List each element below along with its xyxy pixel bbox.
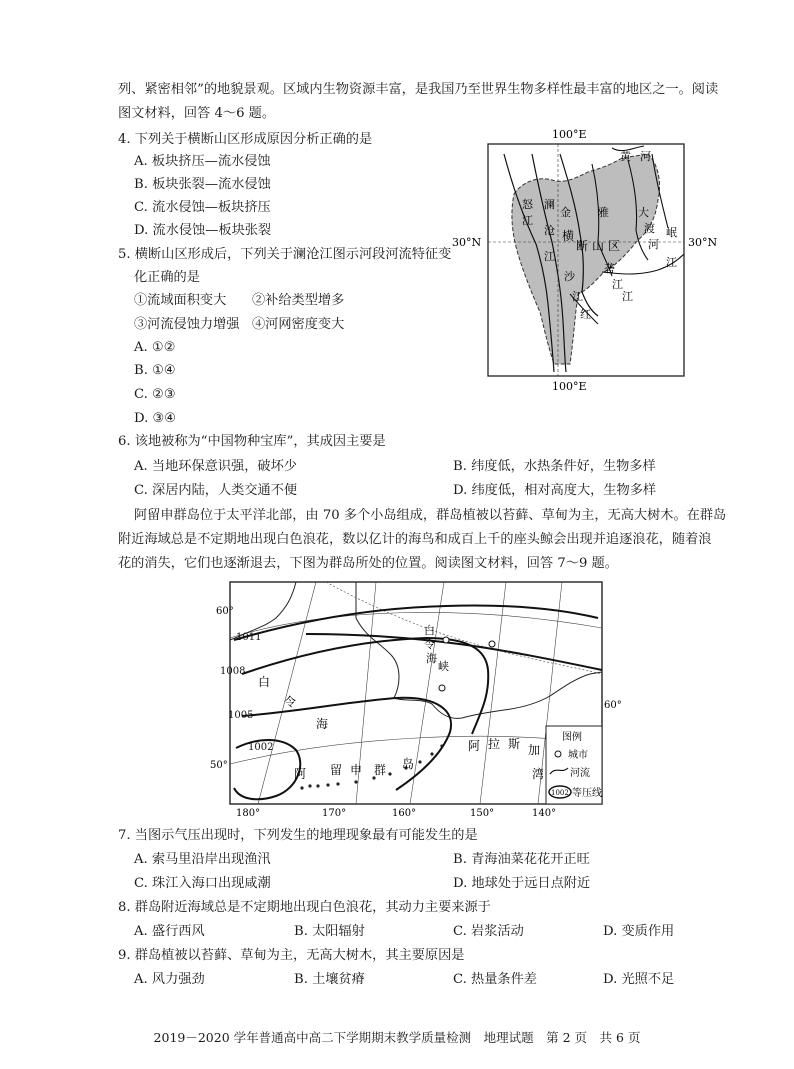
map1-label-duan: 断: [576, 239, 589, 253]
map2-label-wan: 湾: [532, 767, 545, 781]
map1-label-jiang3: 江: [612, 278, 623, 291]
q8-option-a[interactable]: A. 盛行西风: [134, 924, 205, 939]
map2-label-la: 拉: [488, 737, 501, 751]
map1-label-he2: 河: [640, 150, 651, 163]
map2-label-bai: 白: [258, 675, 271, 689]
map2-label-jia: 加: [528, 743, 541, 757]
q9-option-d[interactable]: D. 光照不足: [603, 972, 675, 987]
map1-label-jiang: 江: [544, 250, 555, 263]
map2-label-liu: 留: [330, 763, 343, 777]
map1-lon-bottom: 100°E: [552, 380, 587, 393]
q4-option-a[interactable]: A. 板块挤压—流水侵蚀: [134, 154, 271, 169]
map2-isobar-label-1002: 1002: [248, 742, 274, 753]
q6-stem: 6. 该地被称为“中国物种宝库”，其成因主要是: [118, 434, 386, 449]
map2-label-hai2: 海: [426, 652, 437, 665]
q7-stem: 7. 当图示气压出现时，下列发生的地理现象最有可能发生的是: [118, 828, 478, 843]
map2-lat-60-right: 60°: [604, 700, 622, 711]
intro-line-2: 图文材料，回答 4～6 题。: [118, 106, 276, 121]
q4-option-b[interactable]: B. 板块张裂—流水侵蚀: [134, 177, 271, 192]
q6-option-a[interactable]: A. 当地环保意识强，破坏少: [134, 459, 297, 474]
map2-isobar-label-1008: 1008: [220, 666, 246, 677]
q4-stem: 4. 下列关于横断山区形成原因分析正确的是: [118, 132, 373, 147]
q7-option-a[interactable]: A. 索马里沿岸出现渔汛: [134, 852, 271, 867]
map1-label-huang: 黄: [620, 150, 631, 163]
legend-city: 城市: [568, 750, 588, 761]
legend-river: 河流: [570, 768, 590, 779]
q5-option-c[interactable]: C. ②③: [134, 387, 176, 402]
map2-label-xia: 峡: [438, 660, 449, 673]
map1-label-da: 大: [638, 206, 649, 219]
map2-label-dao: 岛: [402, 757, 415, 771]
q7-option-b[interactable]: B. 青海油菜花花开正旺: [453, 852, 590, 867]
map1-label-qu: 区: [608, 239, 621, 253]
q5-option-d[interactable]: D. ③④: [134, 411, 177, 426]
legend-isobar-sample: 1002: [551, 789, 569, 797]
passage2-line-1: 阿留申群岛位于太平洋北部，由 70 多个小岛组成，群岛植被以苔藓、草甸为主，无高大树木。在群岛: [134, 508, 727, 523]
aleutian-map: [206, 578, 626, 820]
map1-label-shan: 山: [592, 239, 605, 253]
q7-option-c[interactable]: C. 珠江入海口出现咸潮: [134, 876, 271, 891]
map2-label-ling: 令: [284, 695, 297, 709]
q8-option-b[interactable]: B. 太阳辐射: [294, 924, 365, 939]
map1-label-du: 渡: [644, 222, 655, 235]
q4-option-d[interactable]: D. 流水侵蚀—板块张裂: [134, 223, 272, 238]
map2-lon-170-label: 170°: [322, 808, 347, 819]
q6-option-b[interactable]: B. 纬度低，水热条件好，生物多样: [453, 459, 656, 474]
legend-title: 图例: [562, 732, 582, 743]
map2-label-shen: 申: [350, 763, 363, 777]
map2-city-2: [439, 685, 445, 691]
q8-stem: 8. 群岛附近海域总是不定期地出现白色浪花，其动力主要来源于: [118, 900, 491, 915]
q8-option-d[interactable]: D. 变质作用: [603, 924, 675, 939]
q8-option-c[interactable]: C. 岩浆活动: [453, 924, 524, 939]
map2-lon-140-label: 140°: [532, 808, 557, 819]
passage2-line-2: 附近海域总是不定期地出现白色浪花，数以亿计的海鸟和成百上千的座头鲸会出现并追逐浪花，随着浪: [118, 532, 712, 547]
map1-label-jiang2: 江: [572, 290, 583, 303]
map2-isobar-label-1011: 1011: [236, 632, 262, 643]
q5-choice-1: ①流域面积变大: [134, 293, 227, 308]
map2-lon-180-label: 180°: [236, 808, 261, 819]
map2-label-hai: 海: [316, 717, 329, 731]
map1-label-min: 岷: [666, 226, 677, 239]
q4-option-c[interactable]: C. 流水侵蚀—板块挤压: [134, 200, 271, 215]
q5-stem-1: 5. 横断山区形成后，下列关于澜沧江图示河段河流特征变: [118, 247, 452, 262]
q5-option-a[interactable]: A. ①②: [134, 340, 176, 355]
map2-lat-50-left: 50°: [210, 760, 228, 771]
page-footer: 2019－2020 学年普通高中高二下学期期末教学质量检测 地理试题 第 2 页 共 6 页: [153, 1030, 641, 1045]
map1-label-ya: 雅: [598, 206, 609, 219]
map2-isobar-label-1005: 1005: [228, 710, 254, 721]
map2-label-qun: 群: [374, 763, 387, 777]
map1-label-hong: 红: [580, 308, 591, 321]
legend-city-icon: [555, 751, 561, 757]
intro-line-1: 列、紧密相邻”的地貌景观。区域内生物资源丰富，是我国乃至世界生物多样性最丰富的地区之一。阅读: [118, 82, 719, 97]
map2-lon-160-label: 160°: [392, 808, 417, 819]
q9-stem: 9. 群岛植被以苔藓、草甸为主，无高大树木，其主要原因是: [118, 948, 465, 963]
map1-lon-top: 100°E: [552, 128, 587, 141]
map1-label-nu2: 江: [522, 214, 533, 227]
map1-label-nu: 怒: [522, 198, 533, 211]
map1-label-cang: 沧: [544, 224, 555, 237]
map1-label-he: 河: [648, 238, 659, 251]
map2-label-ling2: 令: [424, 638, 435, 651]
q6-option-c[interactable]: C. 深居内陆，人类交通不便: [134, 483, 298, 498]
map1-lat-right: 30°N: [688, 236, 718, 249]
map2-lon-150-label: 150°: [470, 808, 495, 819]
map1-label-long: 砻: [604, 262, 615, 275]
map2-city-3: [489, 641, 495, 647]
map2-label-si: 斯: [508, 737, 521, 751]
q9-option-b[interactable]: B. 土壤贫瘠: [294, 972, 365, 987]
hengduan-map: [452, 124, 718, 396]
q5-stem-2: 化正确的是: [134, 270, 200, 285]
q9-option-c[interactable]: C. 热量条件差: [453, 972, 537, 987]
q5-choice-2: ②补给类型增多: [252, 293, 345, 308]
q9-option-a[interactable]: A. 风力强劲: [134, 972, 205, 987]
map1-label-sha: 沙: [564, 270, 575, 283]
map1-label-jiang4: 江: [666, 256, 677, 269]
legend-isobar: 等压线: [572, 788, 602, 799]
q5-choice-3: ③河流侵蚀力增强: [134, 317, 240, 332]
map1-label-lan: 澜: [544, 198, 555, 211]
map1-lat-left: 30°N: [452, 236, 482, 249]
q7-option-d[interactable]: D. 地球处于远日点附近: [453, 876, 591, 891]
map2-label-a2: 阿: [468, 739, 481, 753]
map2-lat-60-left: 60°: [216, 606, 234, 617]
q5-option-b[interactable]: B. ①④: [134, 363, 176, 378]
passage2-line-3: 花的消失，它们也逐渐退去，下图为群岛所处的位置。阅读图文材料，回答 7～9 题。: [118, 556, 618, 571]
q6-option-d[interactable]: D. 纬度低，相对高度大，生物多样: [453, 483, 657, 498]
map1-label-heng: 横: [562, 229, 575, 243]
map2-label-bai2: 白: [424, 624, 435, 637]
map2-label-a: 阿: [294, 767, 307, 781]
q5-choice-4: ④河网密度变大: [252, 317, 345, 332]
map1-label-jiang5: 江: [622, 290, 633, 303]
map1-label-jin: 金: [560, 206, 571, 219]
map2-city-1: [443, 637, 449, 643]
